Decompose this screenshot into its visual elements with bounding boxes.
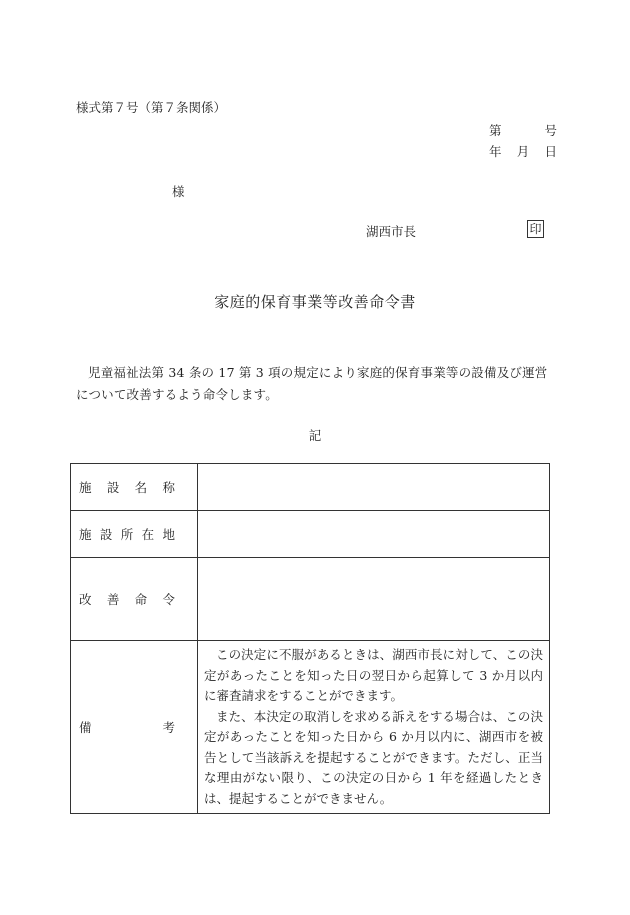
remarks-note-lawsuit: また、本決定の取消しを求める訴えをする場合は、この決定があったことを知った日から 6 か月以内に、湖西市を被告として当該訴えを提起することができます。ただし、正当な理由がない限り、この決定の日から 1 年を経過したときは、提起することができません。 [204,708,543,806]
remarks-note-appeal: この決定に不服があるときは、湖西市長に対して、この決定があったことを知った日の翌日から起算して 3 か月以内に審査請求をすることができます。 [204,647,543,703]
date-char: 日 [544,144,557,159]
label-remarks: 備 考 [71,641,198,814]
table-row-facility-name [71,464,550,511]
value-facility-name[interactable] [198,464,550,511]
doc-no-char: 第 [489,123,502,138]
value-facility-address[interactable] [198,511,550,558]
document-number-line [489,121,557,139]
value-improvement-order[interactable] [198,558,550,641]
document-date-line [489,142,557,160]
table-row-remarks [71,641,550,814]
seal-mark: 印 [527,220,544,238]
table-row-improvement-order [71,558,550,641]
label-facility-address: 施 設 所 在 地 [71,511,198,558]
date-char: 年 [489,144,502,159]
issuer-name: 湖西市長 [366,224,417,239]
ki-marker: 記 [308,428,322,443]
label-improvement-order: 改 善 命 令 [71,558,198,641]
value-remarks [198,641,550,814]
label-facility-name: 施 設 名 称 [71,464,198,511]
date-char: 月 [516,144,530,159]
addressee-suffix: 様 [172,184,185,199]
document-title: 家庭的保育事業等改善命令書 [214,293,416,311]
doc-no-char: 号 [544,123,557,138]
order-details-table [70,463,550,814]
form-number: 様式第７号（第７条関係） [76,100,227,115]
table-row-facility-address [71,511,550,558]
order-body-text: 児童福祉法第 34 条の 17 第 3 項の規定により家庭的保育事業等の設備及び運営について改善するよう命令します。 [76,365,548,402]
